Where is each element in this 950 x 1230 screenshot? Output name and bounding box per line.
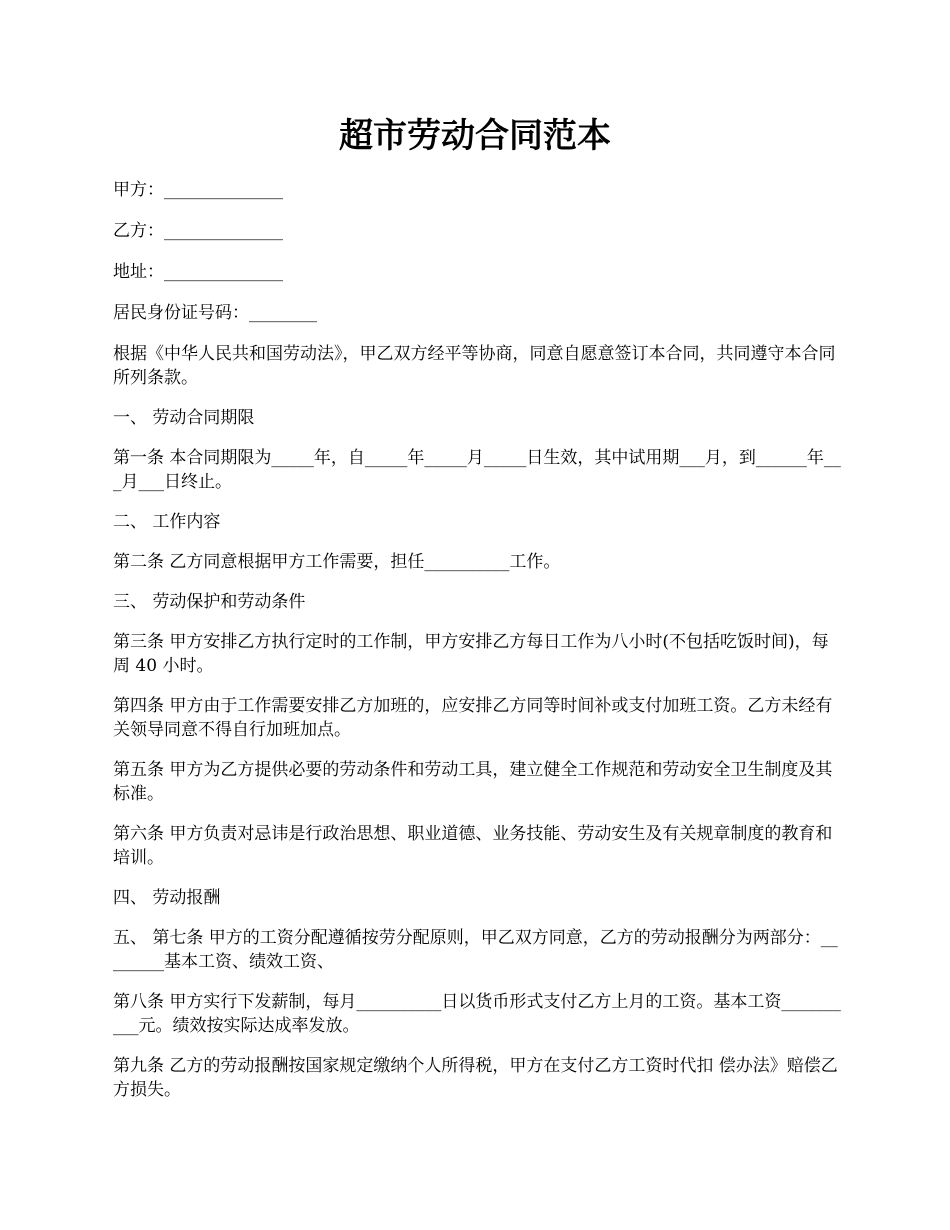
article-4: 第四条 甲方由于工作需要安排乙方加班的，应安排乙方同等时间补或支付加班工资。乙方未经有关领导同意不得自行加班加点。 [113, 696, 833, 740]
article-6: 第六条 甲方负责对忌讳是行政治思想、职业道德、业务技能、劳动安生及有关规章制度的教育和培训。 [113, 824, 833, 868]
article-2: 第二条 乙方同意根据甲方工作需要，担任__________工作。 [113, 552, 561, 572]
field-id-number: 居民身份证号码：________ [113, 303, 317, 323]
field-party-b: 乙方：______________ [113, 221, 283, 241]
preamble-paragraph: 根据《中华人民共和国劳动法》，甲乙双方经平等协商，同意自愿意签订本合同，共同遵守本合同所列条款。 [113, 344, 836, 388]
section-heading-work: 二、 工作内容 [113, 512, 221, 532]
section-heading-remuneration: 四、 劳动报酬 [113, 888, 221, 908]
document-body [113, 178, 843, 1118]
document-title: 超市劳动合同范本 [339, 116, 611, 156]
article-3: 第三条 甲方安排乙方执行定时的工作制，甲方安排乙方每日工作为八小时(不包括吃饭时间)，每周 40 小时。 [113, 632, 829, 676]
article-9: 第九条 乙方的劳动报酬按国家规定缴纳个人所得税，甲方在支付乙方工资时代扣 偿办法》赔偿乙方损失。 [113, 1056, 838, 1100]
article-1: 第一条 本合同期限为_____年，自_____年_____月_____日生效，其中试用期___月，到______年___月___日终止。 [113, 448, 841, 492]
article-5: 第五条 甲方为乙方提供必要的劳动条件和劳动工具，建立健全工作规范和劳动安全卫生制度及其标准。 [113, 760, 833, 804]
article-7: 五、 第七条 甲方的工资分配遵循按劳分配原则，甲乙双方同意，乙方的劳动报酬分为两部分：________基本工资、绩效工资、 [113, 928, 838, 972]
section-heading-protection: 三、 劳动保护和劳动条件 [113, 592, 306, 612]
section-heading-term: 一、 劳动合同期限 [113, 408, 255, 428]
article-8: 第八条 甲方实行下发薪制，每月__________日以货币形式支付乙方上月的工资。基本工资__________元。绩效按实际达成率发放。 [113, 992, 841, 1036]
field-party-a: 甲方：______________ [113, 180, 283, 200]
field-address: 地址：______________ [113, 262, 283, 282]
